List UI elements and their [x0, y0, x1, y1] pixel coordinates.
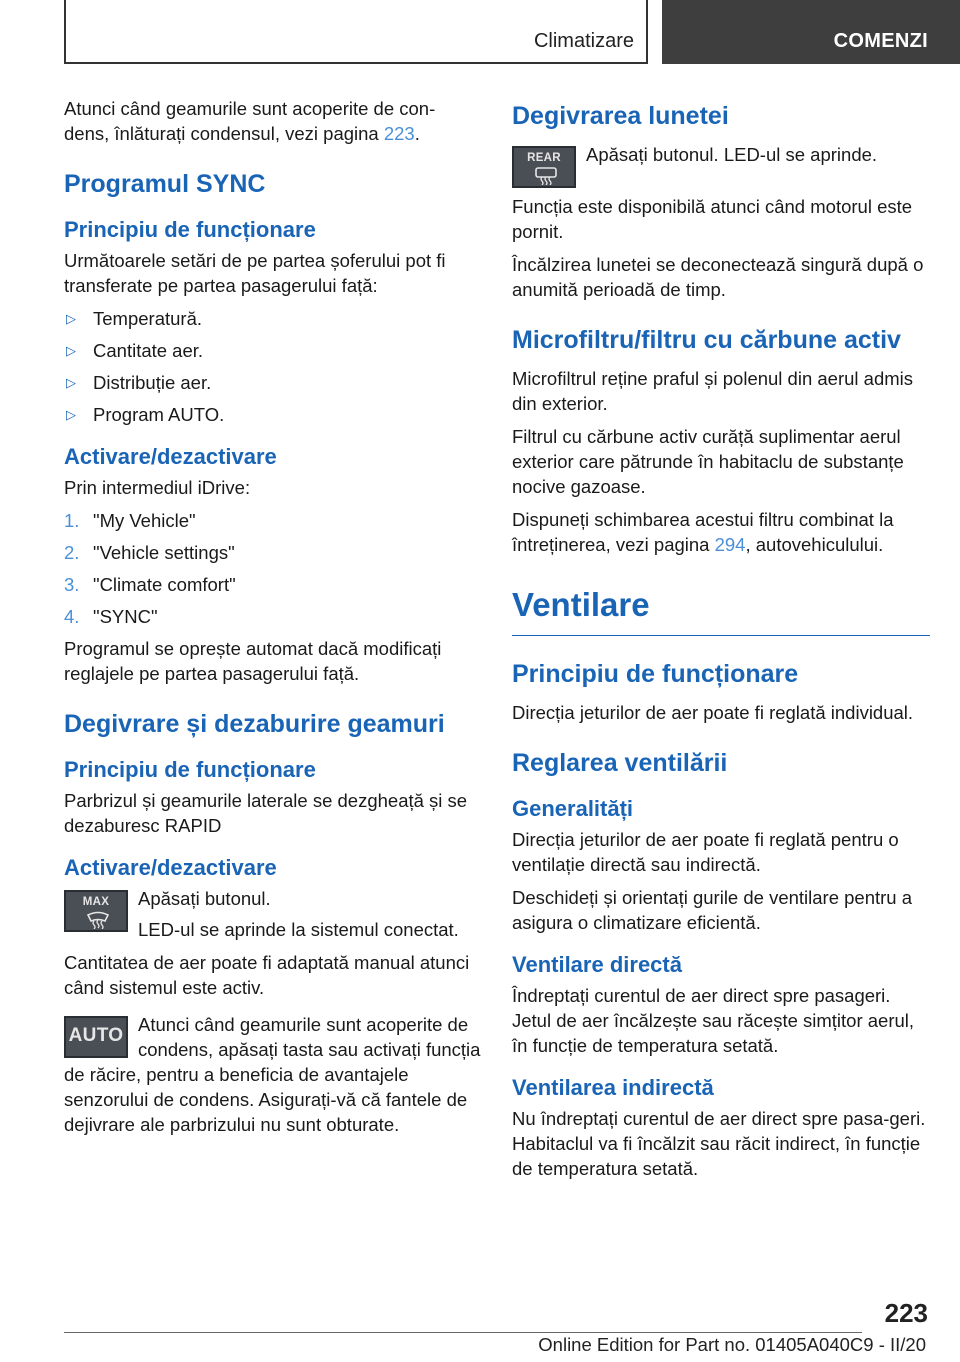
ventilation-title: Ventilare: [512, 585, 930, 636]
defrost-activation-title: Activare/dezactivare: [64, 855, 277, 880]
triangle-bullet-icon: ▷: [66, 375, 76, 390]
sync-principle-text: Următoarele setări de pe partea șoferului pot fi transferate pe partea pasagerului față:: [64, 250, 446, 296]
filter-text-1: Microfiltrul reține praful și polenul din aerul admis din exterior.: [512, 368, 914, 414]
idrive-text: Prin intermediul iDrive:: [64, 477, 251, 498]
header-chapter-title: COMENZI: [833, 30, 928, 52]
auto-button-icon: AUTO: [64, 1016, 128, 1058]
header-chapter-box: [662, 0, 960, 64]
sync-bullet-list: [64, 306, 482, 427]
intro-paragraph: Atunci când geamurile sunt acoperite de con- dens, înlăturați condensul, vezi pagina 223.: [64, 98, 436, 144]
triangle-bullet-icon: ▷: [66, 311, 76, 326]
auto-button-block: [64, 1012, 482, 1137]
left-column: [64, 96, 482, 1145]
filter-title: Microfiltru/filtru cu cărbune activ: [512, 326, 901, 354]
rear-defrost-title: Degivrarea lunetei: [512, 102, 729, 130]
list-item: 3. "Climate comfort": [64, 574, 236, 595]
sync-principle-title: Principiu de funcționare: [64, 217, 316, 242]
page-number: 223: [884, 1298, 928, 1328]
rear-text-2: Funcția este disponibilă atunci când motorul este pornit.: [512, 196, 913, 242]
max-button-row: [64, 886, 482, 942]
windshield-defrost-icon: MAX: [64, 890, 128, 932]
triangle-bullet-icon: ▷: [66, 407, 76, 422]
vent-principle-text: Direcția jeturilor de aer poate fi reglată individual.: [512, 702, 914, 723]
footer-edition: Online Edition for Part no. 01405A040C9 - II/20: [538, 1334, 926, 1355]
rear-window-defrost-icon: REAR: [512, 146, 576, 188]
page-link-223[interactable]: 223: [383, 123, 415, 144]
defrost-principle-text: Parbrizul și geamurile laterale se dezgheață și se dezaburesc RAPID: [64, 790, 468, 836]
page-link-294[interactable]: 294: [714, 534, 746, 555]
idrive-steps: [64, 508, 482, 629]
list-item: 2. "Vehicle settings": [64, 542, 235, 563]
max-text-1: Apăsați butonul.: [138, 888, 271, 909]
header-section-title: Climatizare: [533, 30, 634, 52]
sync-title: Programul SYNC: [64, 170, 266, 198]
list-item: ▷ Program AUTO.: [66, 404, 225, 425]
max-text-2: LED-ul se aprinde la sistemul conectat.: [138, 919, 459, 940]
rear-button-row: [512, 142, 930, 186]
triangle-bullet-icon: ▷: [66, 343, 76, 358]
filter-text-3: Dispuneți schimbarea acestui filtru combinat la întreținerea, vezi pagina 294, autovehiculului.: [512, 509, 894, 555]
rear-text-1: Apăsați butonul. LED-ul se aprinde.: [586, 144, 878, 165]
list-item: 4. "SYNC": [64, 606, 158, 627]
auto-text: Atunci când geamurile sunt acoperite de condens, apăsați tasta sau activați funcția de răcire, pentru a beneficia de avantajele senzorului de condens. Asigurați-vă că fantele de dejivrare ale parbrizului nu sunt obturate.: [64, 1014, 481, 1135]
right-column: [512, 96, 930, 1189]
list-item: ▷ Cantitate aer.: [66, 340, 204, 361]
direct-vent-title: Ventilare directă: [512, 952, 682, 977]
indirect-vent-title: Ventilarea indirectă: [512, 1075, 714, 1100]
general-text-1: Direcția jeturilor de aer poate fi reglată pentru o ventilație directă sau indirectă.: [512, 829, 899, 875]
vent-principle-title: Principiu de funcționare: [512, 660, 799, 688]
sync-activation-title: Activare/dezactivare: [64, 444, 277, 469]
footer-divider: [64, 1332, 862, 1333]
direct-vent-text: Îndreptați curentul de aer direct spre pasageri. Jetul de aer încălzește sau răcește simțitor aerul, în funcție de temperatura setată.: [512, 985, 915, 1056]
general-text-2: Deschideți și orientați gurile de ventilare pentru a asigura o climatizare eficientă.: [512, 887, 913, 933]
sync-stop-text: Programul se oprește automat dacă modificați reglajele pe partea pasagerului față.: [64, 638, 442, 684]
header-section-box: [64, 0, 648, 64]
list-item: ▷ Temperatură.: [66, 308, 202, 329]
list-item: ▷ Distribuție aer.: [66, 372, 212, 393]
indirect-vent-text: Nu îndreptați curentul de aer direct spre pasa-geri. Habitaclul va fi încălzit sau răcit indirect, în funcție de temperatura setată.: [512, 1108, 926, 1179]
filter-text-2: Filtrul cu cărbune activ curăță suplimentar aerul exterior care pătrunde în habitaclu de substanțe nocive gazoase.: [512, 426, 904, 497]
vent-adjust-title: Reglarea ventilării: [512, 749, 728, 777]
list-item: 1. "My Vehicle": [64, 510, 196, 531]
air-amount-text: Cantitatea de aer poate fi adaptată manual atunci când sistemul este activ.: [64, 952, 470, 998]
rear-text-3: Încălzirea lunetei se deconectează singură după o anumită perioadă de timp.: [512, 254, 924, 300]
defrost-principle-title: Principiu de funcționare: [64, 757, 316, 782]
general-title: Generalități: [512, 796, 634, 821]
defrost-title: Degivrare și dezaburire geamuri: [64, 710, 445, 738]
